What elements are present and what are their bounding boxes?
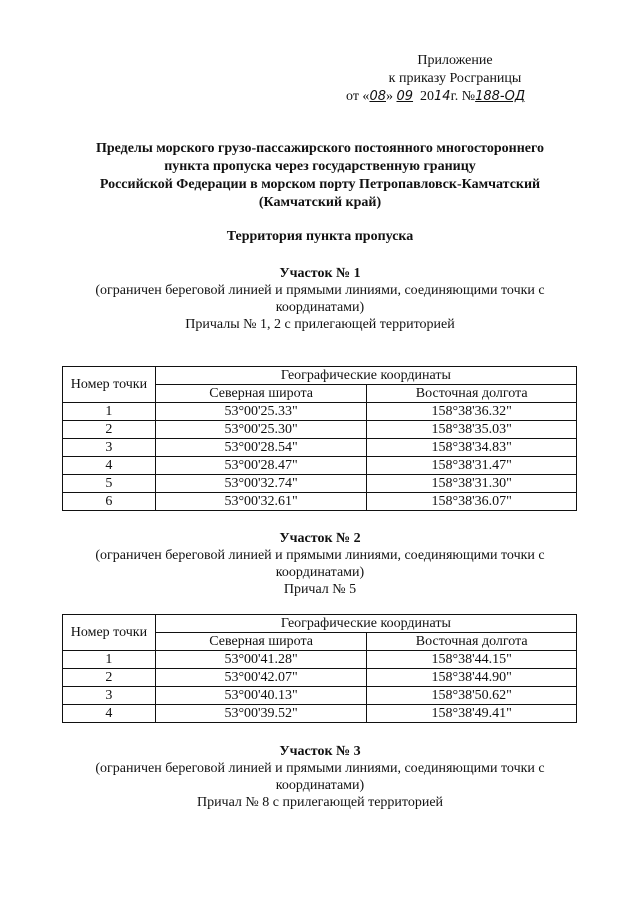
east-lon-cell: 158°38'31.47" — [367, 457, 577, 475]
appendix-header — [330, 52, 580, 106]
date-prefix: от « — [346, 89, 370, 104]
north-lat-cell: 53°00'41.28" — [155, 651, 367, 669]
handwritten-order-number: 188-ОД — [475, 89, 526, 104]
title-line: Пределы морского грузо-пассажирского постоянного многостороннего — [95, 141, 545, 156]
north-lat-cell: 53°00'28.54" — [155, 439, 367, 457]
east-lon-cell: 158°38'31.30" — [367, 475, 577, 493]
section3-desc-line1: (ограничен береговой линией и прямыми линиями, соединяющими точки с — [95, 761, 545, 776]
header-geo-coords: Географические координаты — [155, 615, 576, 633]
appendix-order-ref: к приказу Росграницы — [388, 71, 522, 86]
appendix-date-line — [330, 88, 580, 106]
header-north-lat: Северная широта — [155, 633, 367, 651]
section2-heading: Участок № 2 — [279, 531, 361, 546]
header-point-number: Номер точки — [63, 615, 156, 651]
point-number-cell: 3 — [63, 439, 156, 457]
table-row — [63, 493, 577, 511]
point-number-cell: 6 — [63, 493, 156, 511]
section2-block — [40, 530, 600, 598]
point-number-cell: 4 — [63, 457, 156, 475]
east-lon-cell: 158°38'36.32" — [367, 403, 577, 421]
north-lat-cell: 53°00'42.07" — [155, 669, 367, 687]
section2-desc-line2: координатами) — [275, 565, 365, 580]
section2-berth: Причал № 5 — [283, 582, 357, 597]
table-row — [63, 651, 577, 669]
table-row — [63, 687, 577, 705]
header-geo-coords: Географические координаты — [155, 367, 576, 385]
north-lat-cell: 53°00'32.61" — [155, 493, 367, 511]
east-lon-cell: 158°38'50.62" — [367, 687, 577, 705]
point-number-cell: 5 — [63, 475, 156, 493]
table-row — [63, 403, 577, 421]
header-north-lat: Северная широта — [155, 385, 367, 403]
handwritten-year: 14 — [434, 89, 451, 104]
point-number-cell: 2 — [63, 669, 156, 687]
point-number-cell: 4 — [63, 705, 156, 723]
east-lon-cell: 158°38'44.15" — [367, 651, 577, 669]
east-lon-cell: 158°38'49.41" — [367, 705, 577, 723]
east-lon-cell: 158°38'35.03" — [367, 421, 577, 439]
north-lat-cell: 53°00'25.33" — [155, 403, 367, 421]
north-lat-cell: 53°00'40.13" — [155, 687, 367, 705]
header-point-number: Номер точки — [63, 367, 156, 403]
east-lon-cell: 158°38'44.90" — [367, 669, 577, 687]
section1-berth: Причалы № 1, 2 с прилегающей территорией — [185, 317, 455, 332]
section2-desc-line1: (ограничен береговой линией и прямыми линиями, соединяющими точки с — [95, 548, 545, 563]
north-lat-cell: 53°00'39.52" — [155, 705, 367, 723]
point-number-cell: 2 — [63, 421, 156, 439]
year-prefix: 20 — [420, 89, 435, 104]
point-number-cell: 1 — [63, 403, 156, 421]
section1-desc-line2: координатами) — [275, 300, 365, 315]
east-lon-cell: 158°38'34.83" — [367, 439, 577, 457]
section1-block — [40, 265, 600, 333]
north-lat-cell: 53°00'32.74" — [155, 475, 367, 493]
header-east-lon: Восточная долгота — [367, 385, 577, 403]
title-line: Российской Федерации в морском порту Петропавловск-Камчатский — [99, 177, 541, 192]
east-lon-cell: 158°38'36.07" — [367, 493, 577, 511]
handwritten-day: 08 — [369, 89, 386, 104]
north-lat-cell: 53°00'25.30" — [155, 421, 367, 439]
section3-block — [40, 743, 600, 811]
date-mid: » — [385, 89, 393, 104]
table-row — [63, 705, 577, 723]
title-line: (Камчатский край) — [258, 195, 382, 210]
territory-heading: Территория пункта пропуска — [226, 229, 414, 244]
section1-heading: Участок № 1 — [279, 266, 361, 281]
table-row — [63, 421, 577, 439]
point-number-cell: 3 — [63, 687, 156, 705]
table-row — [63, 439, 577, 457]
section3-berth: Причал № 8 с прилегающей территорией — [196, 795, 444, 810]
section1-desc-line1: (ограничен береговой линией и прямыми линиями, соединяющими точки с — [95, 283, 545, 298]
section3-desc-line2: координатами) — [275, 778, 365, 793]
header-east-lon: Восточная долгота — [367, 633, 577, 651]
point-number-cell: 1 — [63, 651, 156, 669]
table-row — [63, 475, 577, 493]
north-lat-cell: 53°00'28.47" — [155, 457, 367, 475]
table-row — [63, 669, 577, 687]
document-title — [60, 140, 580, 212]
section1-coords-table — [62, 366, 577, 511]
section3-heading: Участок № 3 — [279, 744, 361, 759]
title-line: пункта пропуска через государственную границу — [164, 159, 476, 174]
table-row — [63, 457, 577, 475]
appendix-label: Приложение — [417, 53, 493, 68]
year-label: г. № — [450, 89, 476, 104]
section2-coords-table — [62, 614, 577, 723]
handwritten-month: 09 — [396, 89, 414, 104]
